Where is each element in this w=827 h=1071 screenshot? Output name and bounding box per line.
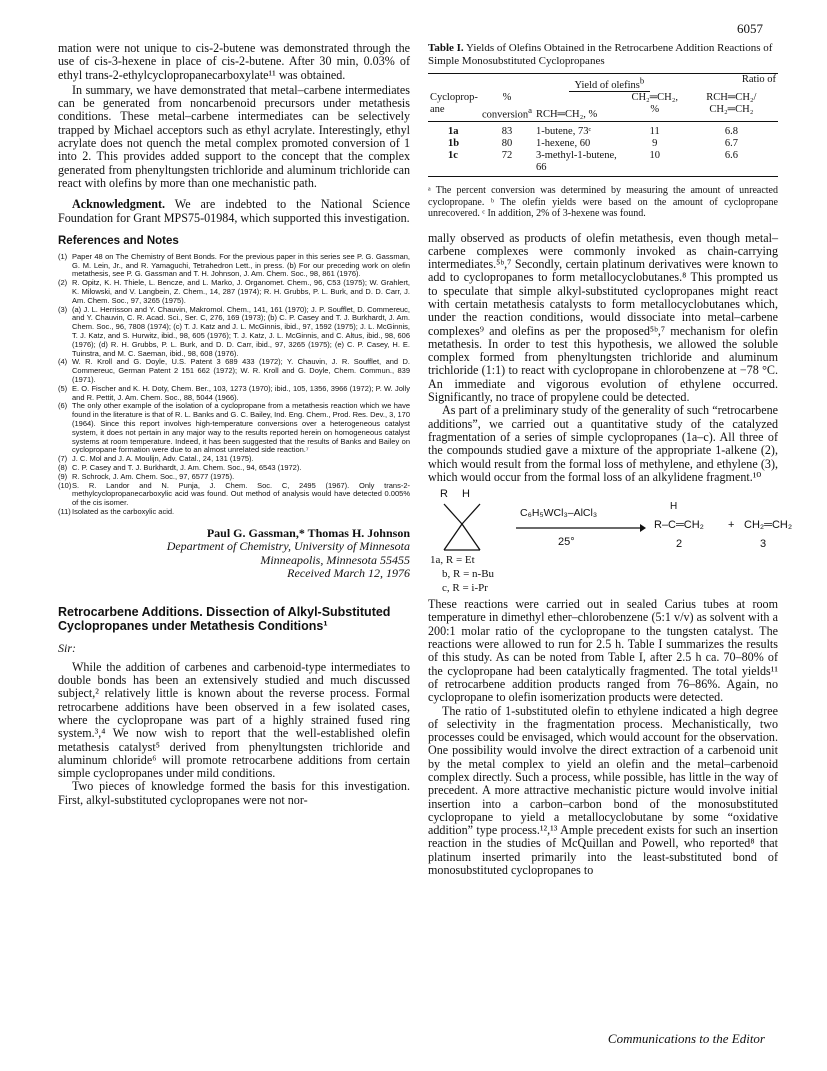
table-body — [428, 122, 778, 177]
reference-item — [58, 508, 410, 517]
scheme-temperature: 25° — [558, 536, 575, 549]
acknowledgment-text: We are indebted to the National Science Foundation for Grant MPS75-01984, which supported this investigation. — [58, 197, 410, 225]
reference-text: J. C. Mol and J. A. Moulijn, Adv. Catal., 24, 131 (1975). — [72, 454, 254, 464]
table-cell-cyclopropane: 1a — [448, 126, 459, 137]
scheme-compound-1a: 1a, R = Et — [430, 554, 475, 567]
reference-text: E. O. Fischer and K. H. Doty, Chem. Ber., 103, 1273 (1970); ibid., 105, 1356, 3966 (1972); P. W. Jolly and R. Pettit, J. Am. Chem. Soc., 88, 5044 (1966). — [72, 383, 410, 402]
reference-item — [58, 402, 410, 455]
reference-text: The only other example of the isolation of a cyclopropane from a metathesis reaction which we have found in the literature is that of R. L. Banks and G. C. Bailey, Ind. Eng. Chem., Prod. Res. Dev., 3, 170 (1964). Since this report involves high-temperature conversions over a heterogeneous catalyst system, it does not pertain in any major way to the results reported herein on homogeneous catalyst systems at room temperature. Indeed, it has been suggested that the results of Banks and Bailey on cyclopropane formation were due to an almost unrelated side reaction.⁷ — [72, 401, 410, 455]
reference-item — [58, 253, 410, 279]
affiliation: Department of Chemistry, University of Minnesota — [166, 539, 410, 554]
table-cell-conversion: 83 — [501, 126, 513, 137]
table-group-yield: Yield of olefins$^b$ — [569, 80, 651, 92]
reference-item — [58, 482, 410, 508]
table-caption-label: Table I. — [428, 42, 464, 54]
reference-text: W. R. Kroll and G. Doyle, U.S. Patent 3 689 433 (1972); Y. Chauvin, J. R. Soufflet, and D. Commereuc, German Patent 2 151 662 (1972); W. R. Kroll and G. Doyle, Chem. Commun., 839 (1971). — [72, 357, 410, 385]
table-cell-ethylene-yield: 9 — [652, 138, 658, 149]
table-cell-olefin-yield: 1-butene, 73ᶜ — [535, 126, 592, 137]
reference-number: (9) — [58, 471, 68, 481]
paragraph: mation were not unique to cis-2-butene was demonstrated through the use of cis-3-hexene in place of cis-2-butene. After 30 min, 0.03% of ethyl trans-2-ethylcyclopropanecarboxylate¹¹ was obtained. — [58, 41, 410, 82]
scheme-label-2: 2 — [676, 538, 683, 551]
reference-text: R. Schrock, J. Am. Chem. Soc., 97, 6577 (1975). — [72, 471, 235, 481]
received-date: Received March 12, 1976 — [287, 566, 410, 581]
table-cell-cyclopropane: 1c — [428, 150, 480, 177]
scheme-compound-1b: b, R = n-Bu — [442, 568, 495, 581]
paragraph: These reactions were carried out in sealed Carius tubes at room temperature in dimethyl ether–chlorobenzene (5:1 v/v) as solvent with a 200:1 molar ratio of the cyclopropane to the tungsten catalyst. The reactions were allowed to run for 2.5 h. Table I summarizes the results of this study. As can be noted from Table I, after 2.5 h ca. 70–80% of the cyclopropane had been catalytically fragmented. The total yields¹¹ of retrocarbene addition products ranged from 76–86%. Again, no cyclopropane to olefin isomerization products were detected. — [428, 597, 778, 705]
table-cell-conversion: 80 — [501, 138, 513, 149]
reference-number: (6) — [58, 401, 68, 411]
table-row — [428, 122, 778, 139]
scheme-product-ethylene: CH₂═CH₂ — [744, 519, 793, 532]
salutation: Sir: — [58, 640, 76, 655]
table-cell-ratio: 6.7 — [724, 138, 738, 149]
table-cell-cyclopropane: 1b — [448, 138, 460, 149]
paragraph: In summary, we have demonstrated that metal–carbene intermediates can be generated from noncarbenoid precursors under metathesis conditions. These metal–carbene intermediates can be selectively trapped by Michael acceptors such as ethyl acrylate. Interestingly, ethyl acrylate does not quench the metal complex promoted conversion of 1 into 2. This provides added support to the concept that the complex generated from phenyltungsten trichloride and aluminum trichloride can react with olefins by more than one mechanistic path. — [58, 82, 410, 190]
table-cell-ratio: 6.8 — [724, 126, 738, 137]
reference-number: (3) — [58, 304, 68, 314]
table-row — [428, 138, 778, 150]
paragraph: As part of a preliminary study of the generality of such “retrocarbene additions”, we carried out a quantitative study of the catalyzed fragmentation of a series of simple cyclopropanes (1a–c). All three of the compounds studied gave a mixture of the appropriate 1-alkene (2), which would result from the formal loss of methylene, and ethylene (3), which would occur from the formal loss of an alkylidene fragment.¹⁰ — [428, 403, 778, 484]
author-block — [58, 527, 410, 581]
table-caption — [428, 42, 778, 67]
reference-text: Isolated as the carboxylic acid. — [72, 506, 175, 516]
table-cell-conversion: 72 — [480, 150, 534, 177]
reference-number: (2) — [58, 278, 68, 288]
scheme-substituent-r: R — [440, 488, 448, 501]
reaction-arrow — [516, 523, 646, 533]
table-row — [428, 150, 778, 177]
reference-text: R. Opitz, K. H. Thiele, L. Bencze, and L. Marko, J. Organomet. Chem., 96, C53 (1975); W. Grahlert, K. Milowski, and V. Langbein, Z. Chem., 14, 287 (1974); R. H. Grubbs, P. L. Burk, and D. D. Carr, J. Am. Chem. Soc., 97, 3265 (1975). — [72, 278, 410, 305]
table-header-ratio: RCH═CH₂/ CH₂═CH₂ — [685, 92, 778, 122]
table-header-conversion: % conversion$^a$ — [482, 91, 532, 120]
table-cell-olefin-yield: 3-methyl-1-butene, 66 — [534, 150, 625, 177]
scheme-compound-1c: c, R = i-Pr — [442, 582, 488, 595]
reference-number: (8) — [58, 462, 68, 472]
paragraph: mally observed as products of olefin metathesis, even though metal–carbene complexes were commonly invoked as chain-carrying intermediates.⁵ᵇ,⁷ Secondly, certain platinum derivatives were known to add to cyclopropanes to form metallocyclobutanes.⁸ This prompted us to speculate that simple alkyl-substituted cyclopropanes might react with certain metathesis catalysts to form metallocyclobutanes which, under the reaction conditions, would dissociate into metal–carbene complexes⁹ and olefins as per the proposed⁵ᵇ,⁷ mechanism for olefin metathesis. In order to test this hypothesis, we allowed the soluble complex formed from phenyltungsten trichloride and aluminum trichloride (1:1) to react with cyclopropane in chlorobenzene at −78 °C. An immediate and vigorous evolution of ethylene occurred. Significantly, no trace of propylene could be detected. — [428, 230, 778, 405]
paragraph: Two pieces of knowledge formed the basis for this investigation. First, alkyl-substituted cyclopropanes were not nor- — [58, 779, 410, 807]
table-header-olefin: RCH═CH₂, % — [534, 92, 625, 122]
reference-item — [58, 306, 410, 359]
table-cell-ethylene-yield: 11 — [649, 126, 660, 137]
scheme-substituent-h: H — [462, 488, 470, 501]
affiliation-address: Minneapolis, Minnesota 55455 — [260, 552, 410, 567]
scheme-product-h: H — [670, 501, 678, 513]
reference-text: (a) J. L. Herrisson and Y. Chauvin, Makromol. Chem., 141, 161 (1970); J. P. Soufflet, D. Commereuc, and Y. Chauvin, C. R. Acad. Sci., Ser. C, 276, 169 (1973); (b) C. P. Casey and T. J. Burkhardt, J. Am. Chem. Soc., 96, 7808 (1974); (c) T. J. Katz and J. L. McGinnis, ibid., 97, 1592 (1975); J. L. McGinnis, T. J. Katz, and S. Hurwitz, ibid., 98, 605 (1976); T. J. Katz, J. L. McGinnis, and C. Altus, ibid., 98, 606 (1976); (d) R. H. Grubbs, P. L. Burk, and D. D. Carr, ibid., 97, 3265 (1975); (e) C. P. Casey, H. E. Tuinstra, and M. C. Saeman, ibid., 98, 608 (1976). — [72, 304, 410, 358]
table-cell-olefin-yield: 1-hexene, 60 — [535, 138, 591, 149]
page-number: 6057 — [737, 21, 763, 36]
article-title: Retrocarbene Additions. Dissection of Alkyl-Substituted Cyclopropanes under Metathesis Conditions¹ — [58, 604, 391, 633]
references-list — [58, 253, 410, 517]
reference-item — [58, 385, 410, 403]
cyclopropane-structure — [434, 502, 494, 562]
table-header-cyclopropane: Cycloprop-ane — [428, 92, 480, 122]
reference-number: (5) — [58, 383, 68, 393]
table-footnote: ᵃ The percent conversion was determined by measuring the amount of unreacted cyclopropane. ᵇ The olefin yields were based on the amount of cyclopropane unrecovered. ᶜ In addition, 2% of 3-hexene was found. — [428, 185, 778, 219]
reference-item — [58, 279, 410, 305]
acknowledgment — [58, 198, 410, 225]
table-header-ethylene: CH₂═CH₂, % — [625, 92, 685, 122]
acknowledgment-label: Acknowledgment. — [72, 197, 166, 212]
table-cell-ratio: 6.6 — [685, 150, 778, 177]
reference-number: (7) — [58, 454, 68, 464]
olefin-yield-table — [428, 73, 778, 177]
reference-number: (1) — [58, 251, 68, 261]
scheme-product-olefin: R–C═CH₂ — [654, 519, 704, 532]
reaction-scheme — [428, 488, 793, 596]
table-group-ratio: Ratio of — [685, 74, 778, 92]
section-footer: Communications to the Editor — [607, 1031, 765, 1046]
reference-item — [58, 358, 410, 384]
references-heading: References and Notes — [58, 234, 179, 247]
table-caption-text: Yields of Olefins Obtained in the Retrocarbene Addition Reactions of Simple Monosubstituted Cyclopropanes — [428, 42, 773, 67]
reference-number: (10) — [58, 480, 72, 490]
scheme-plus: + — [728, 519, 735, 532]
scheme-label-3: 3 — [760, 538, 767, 551]
authors: Paul G. Gassman,* Thomas H. Johnson — [206, 525, 410, 540]
reference-text: C. P. Casey and T. J. Burkhardt, J. Am. Chem. Soc., 94, 6543 (1972). — [72, 462, 302, 472]
paragraph: While the addition of carbenes and carbenoid-type intermediates to double bonds has been an extensively studied and much discussed subject,² relatively little is known about the reverse process. Formal retrocarbene additions have been observed in a few isolated cases, where the cyclopropane was part of a highly strained fused ring system.³,⁴ We now wish to report that the well-established olefin metathesis catalyst⁵ derived from phenyltungsten trichloride and aluminum chloride⁶ will promote retrocarbene additions from certain simple cyclopropanes under mild conditions. — [58, 659, 410, 781]
left-column — [58, 42, 410, 807]
reference-number: (4) — [58, 357, 68, 367]
reference-number: (11) — [58, 506, 71, 516]
table-cell-ethylene-yield: 10 — [625, 150, 685, 177]
right-column — [428, 42, 793, 878]
reference-text: S. R. Landor and N. Punja, J. Chem. Soc. C, 2495 (1967). Only trans-2-methylcyclopropanecarboxylic acid was found. Out method of analysis would have detected 0.005% of the cis isomer. — [72, 480, 410, 508]
paragraph: The ratio of 1-substituted olefin to ethylene indicated a high degree of selectivity in the fragmentation process. Mechanistically, two processes could be envisaged, which would account for the observation. One possibility would involve the direct extraction of a carbenoid unit by the metal complex to yield an olefin and the metal–carbenoid complex directly. Such a process, while possible, has little in the way of precedent. A more attractive mechanistic picture would involve initial insertion into a carbon–carbon bond of the monosubstituted cyclopropane to yield a metallocyclobutane by some “oxidative addition” type process.¹²,¹³ Ample precedent exists for such an insertion reaction in the studies of McQuillan and Powell, who reported⁸ that platinum inserted primarily into the least-substituted bond of monosubstituted cyclopropanes to — [428, 703, 778, 878]
reference-text: Paper 48 on The Chemistry of Bent Bonds. For the previous paper in this series see P. G. Gassman, G. M. Lein, Jr., and R. Yamaguchi, Tetrahedron Lett., in press. (b) For our preceding work on olefin metathesis, see P. G. Gassman and T. H. Johnson, J. Am. Chem. Soc., 98, 861 (1976). — [72, 251, 410, 279]
scheme-reagent: C₆H₅WCl₃–AlCl₃ — [520, 507, 598, 520]
